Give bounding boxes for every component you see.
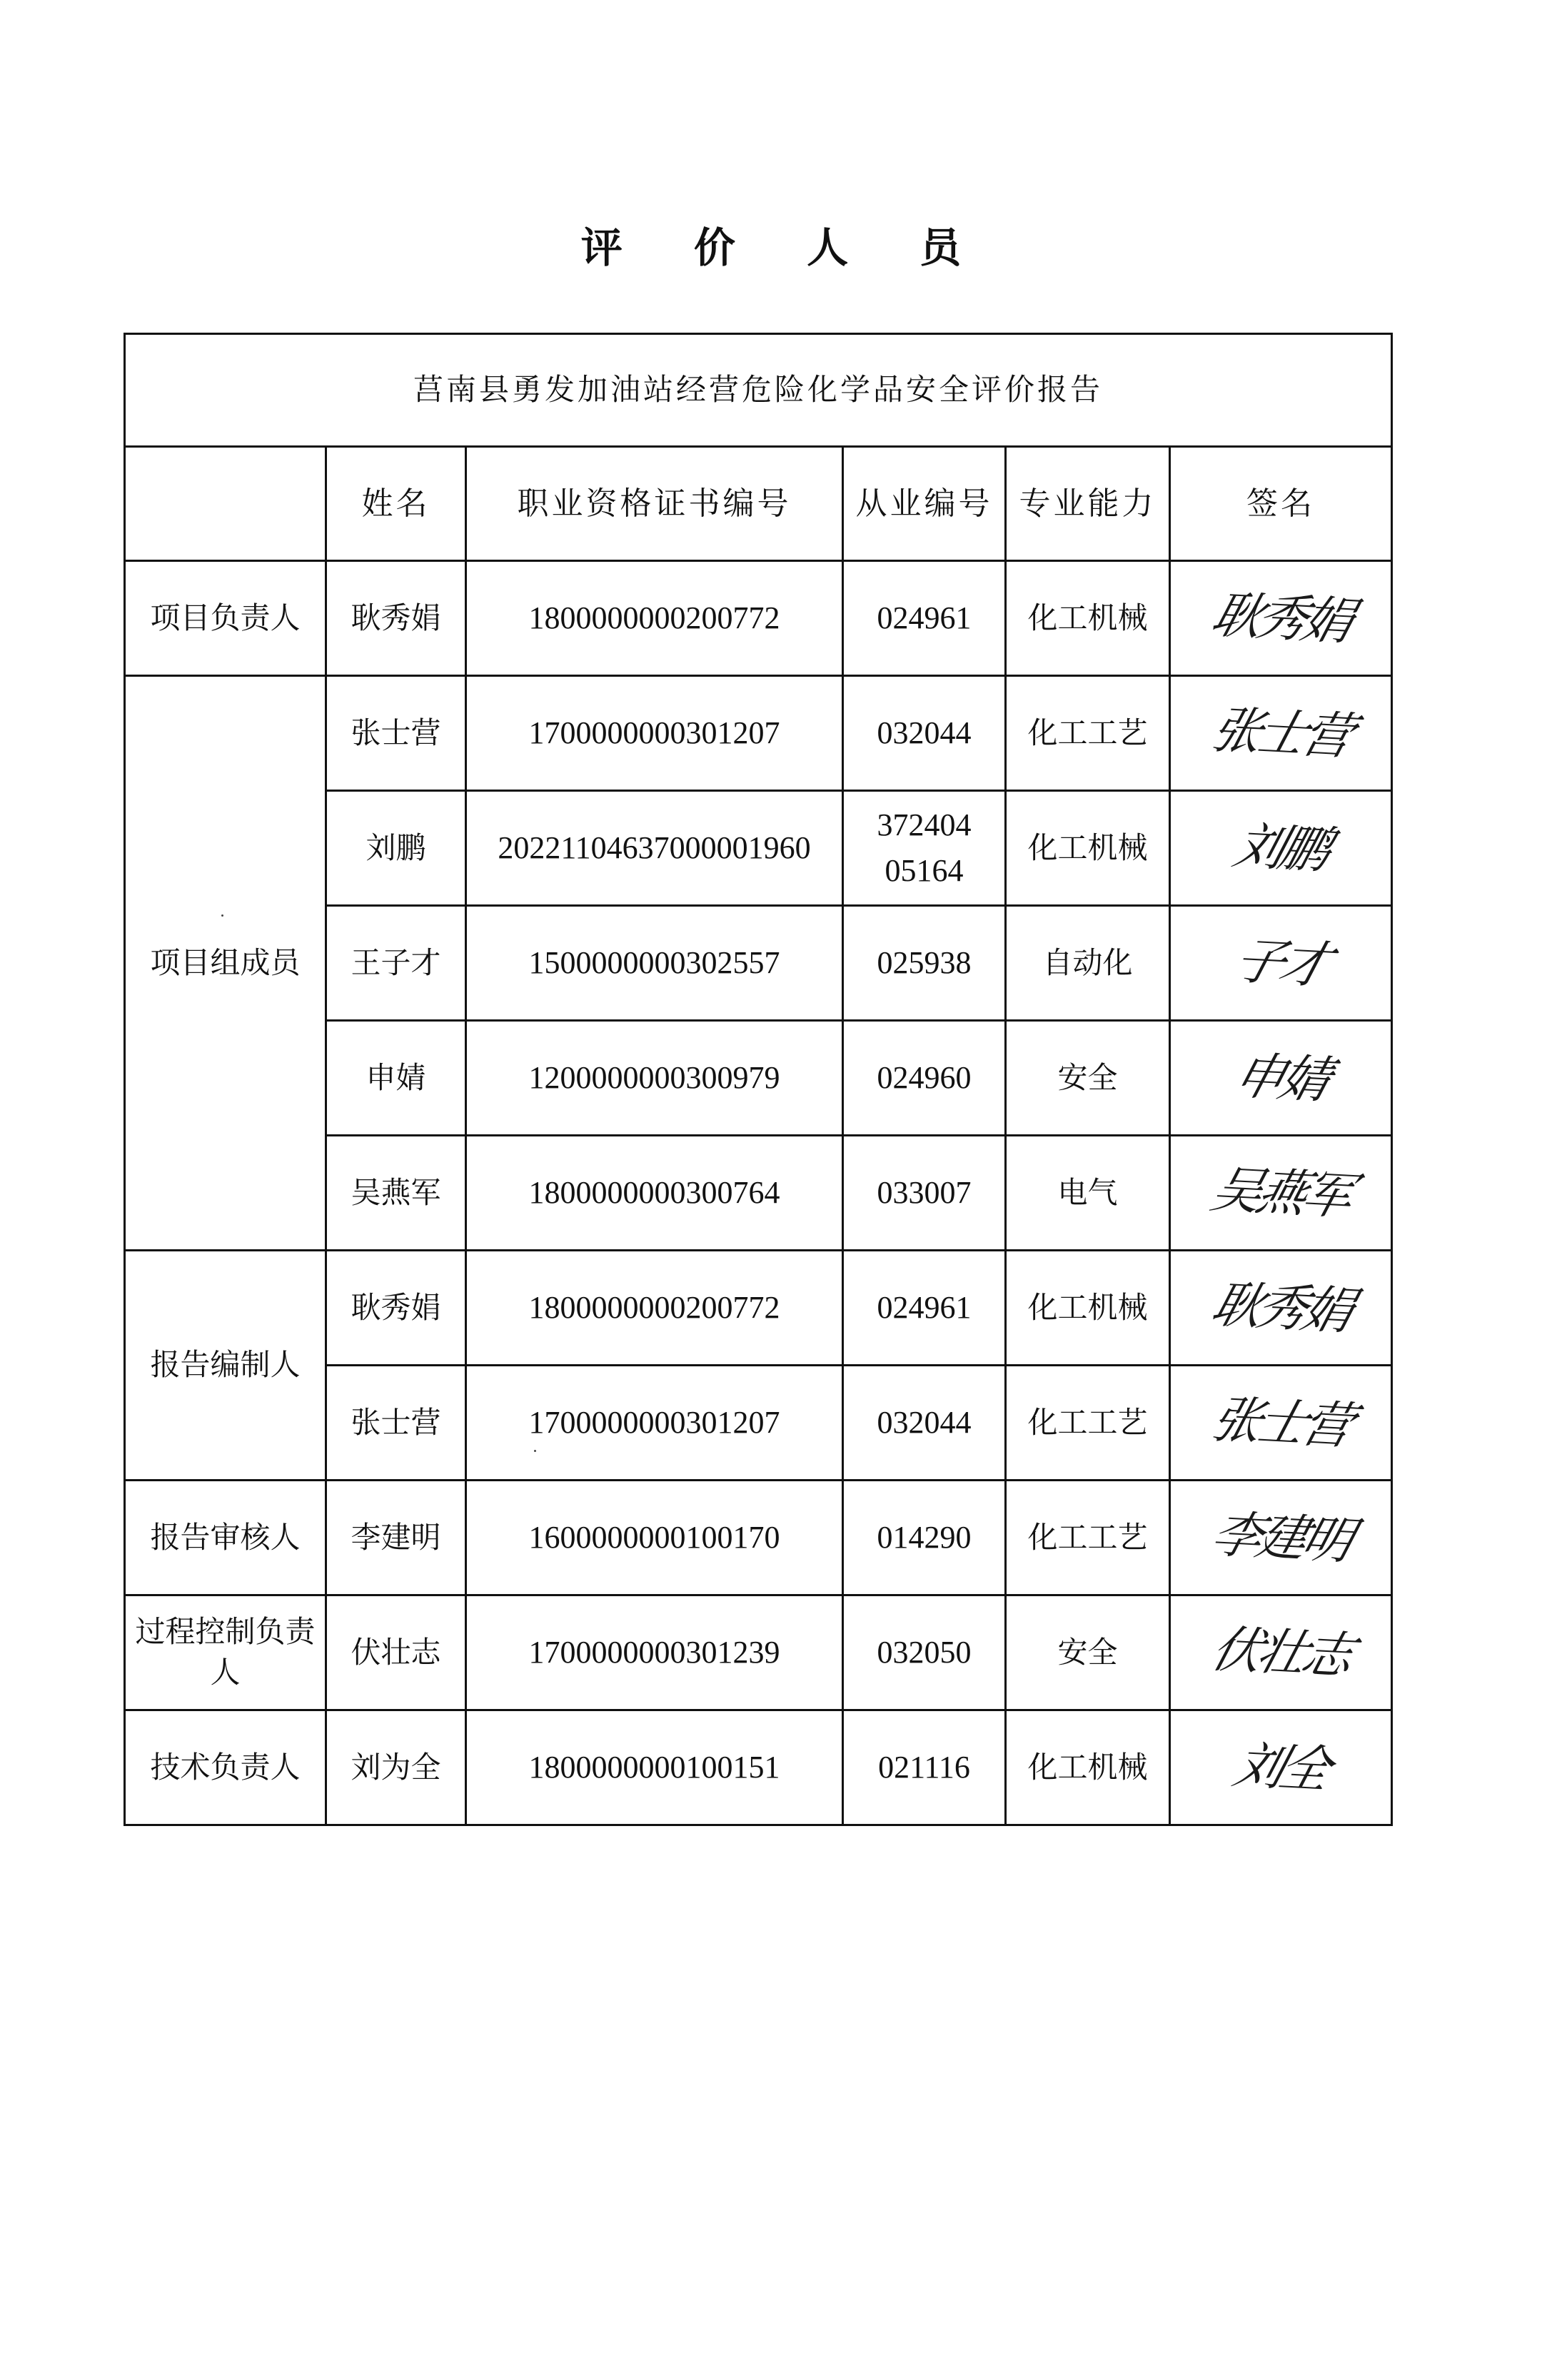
- signature-cell: [1170, 906, 1392, 1021]
- signature-cell: [1170, 1021, 1392, 1136]
- name-cell: 耿秀娟: [326, 1251, 466, 1366]
- table-row: [125, 1595, 1392, 1710]
- specialty-cell: 化工工艺: [1006, 1481, 1170, 1595]
- table-row: [125, 1710, 1392, 1825]
- page-title: 评 价 人 员: [580, 223, 990, 272]
- table-row: [125, 676, 1392, 791]
- report-title: 莒南县勇发加油站经营危险化学品安全评价报告: [125, 334, 1392, 447]
- signature-cell: [1170, 1595, 1392, 1710]
- name-cell: 王子才: [326, 906, 466, 1021]
- header-specialty: 专业能力: [1006, 447, 1170, 561]
- cert-no-cell: 1600000000100170: [466, 1481, 843, 1595]
- role-cell: 技术负责人: [125, 1710, 326, 1825]
- work-no-cell: 033007: [843, 1136, 1006, 1251]
- table-row: [125, 561, 1392, 676]
- specialty-cell: 安全: [1006, 1595, 1170, 1710]
- header-signature: 签名: [1170, 447, 1392, 561]
- signature-cell: [1170, 1481, 1392, 1595]
- work-no-line: 372404: [877, 807, 972, 843]
- work-no-cell: 024961: [843, 561, 1006, 676]
- handwritten-signature: 张士营: [1205, 1390, 1356, 1456]
- specialty-cell: 安全: [1006, 1021, 1170, 1136]
- work-no-cell: 025938: [843, 906, 1006, 1021]
- handwritten-signature: 耿秀娟: [1205, 585, 1356, 651]
- header-cert-no: 职业资格证书编号: [466, 447, 843, 561]
- name-cell: 申婧: [326, 1021, 466, 1136]
- name-cell: 吴燕军: [326, 1136, 466, 1251]
- header-row: [125, 447, 1392, 561]
- specialty-cell: 化工机械: [1006, 561, 1170, 676]
- role-cell: 报告审核人: [125, 1481, 326, 1595]
- work-no-cell: 032044: [843, 1366, 1006, 1481]
- handwritten-signature: 伏壮志: [1205, 1620, 1356, 1685]
- cert-no-cell: 1800000000200772: [466, 1251, 843, 1366]
- handwritten-signature: 刘鹏: [1227, 816, 1334, 880]
- cert-no-cell: 1200000000300979: [466, 1021, 843, 1136]
- specialty-cell: 化工工艺: [1006, 1366, 1170, 1481]
- role-cell: 报告编制人: [125, 1251, 326, 1481]
- name-cell: 耿秀娟: [326, 561, 466, 676]
- handwritten-signature: 申婧: [1227, 1046, 1334, 1110]
- role-cell: 过程控制负责人: [125, 1595, 326, 1710]
- specialty-cell: 化工工艺: [1006, 676, 1170, 791]
- work-no-cell: 024960: [843, 1021, 1006, 1136]
- specialty-cell: 化工机械: [1006, 1710, 1170, 1825]
- name-cell: 张士营: [326, 1366, 466, 1481]
- cert-no-cell: 20221104637000001960: [466, 791, 843, 906]
- role-cell: 项目负责人: [125, 561, 326, 676]
- handwritten-signature: 刘全: [1227, 1735, 1334, 1800]
- handwritten-signature: 子才: [1227, 931, 1334, 995]
- specialty-cell: 电气: [1006, 1136, 1170, 1251]
- cert-no-cell: 1700000000301239: [466, 1595, 843, 1710]
- specialty-cell: 自动化: [1006, 906, 1170, 1021]
- signature-cell: [1170, 1251, 1392, 1366]
- handwritten-signature: 张士营: [1205, 700, 1356, 766]
- header-role: [125, 447, 326, 561]
- signature-cell: [1170, 1136, 1392, 1251]
- work-no-cell: 032050: [843, 1595, 1006, 1710]
- table-row: [125, 1251, 1392, 1366]
- work-no-cell: 032044: [843, 676, 1006, 791]
- cert-no-cell: 1800000000100151: [466, 1710, 843, 1825]
- handwritten-signature: 李建明: [1205, 1505, 1356, 1570]
- scan-speck: [534, 1450, 536, 1452]
- scan-speck: [221, 914, 223, 917]
- header-work-no: 从业编号: [843, 447, 1006, 561]
- work-no-cell: 024961: [843, 1251, 1006, 1366]
- header-name: 姓名: [326, 447, 466, 561]
- work-no-cell: 021116: [843, 1710, 1006, 1825]
- signature-cell: [1170, 676, 1392, 791]
- name-cell: 伏壮志: [326, 1595, 466, 1710]
- handwritten-signature: 耿秀娟: [1205, 1275, 1356, 1341]
- table-row: [125, 1481, 1392, 1595]
- specialty-cell: 化工机械: [1006, 1251, 1170, 1366]
- specialty-cell: 化工机械: [1006, 791, 1170, 906]
- work-no-cell: [843, 791, 1006, 906]
- evaluator-table: [124, 333, 1393, 1826]
- signature-cell: [1170, 561, 1392, 676]
- signature-cell: [1170, 791, 1392, 906]
- name-cell: 刘鹏: [326, 791, 466, 906]
- name-cell: 刘为全: [326, 1710, 466, 1825]
- signature-cell: [1170, 1366, 1392, 1481]
- cert-no-cell: 1800000000300764: [466, 1136, 843, 1251]
- name-cell: 李建明: [326, 1481, 466, 1595]
- cert-no-cell: 1700000000301207: [466, 1366, 843, 1481]
- cert-no-cell: 1800000000200772: [466, 561, 843, 676]
- name-cell: 张士营: [326, 676, 466, 791]
- cert-no-cell: 1500000000302557: [466, 906, 843, 1021]
- cert-no-cell: 1700000000301207: [466, 676, 843, 791]
- role-cell: 项目组成员: [125, 676, 326, 1251]
- signature-cell: [1170, 1710, 1392, 1825]
- handwritten-signature: 吴燕军: [1205, 1160, 1356, 1226]
- work-no-line: 05164: [885, 853, 964, 888]
- work-no-cell: 014290: [843, 1481, 1006, 1595]
